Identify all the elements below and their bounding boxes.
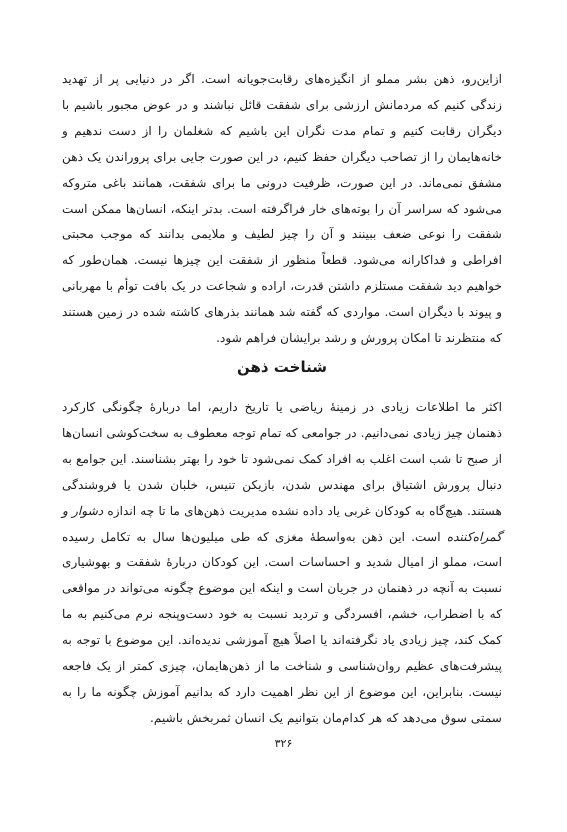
page-number: ۳۲۶ — [274, 737, 293, 750]
body-paragraph-1: ازاین‌رو، ذهن بشر مملو از انگیزه‌های رقابت‌جویانه است. اگر در دنیایی پر از تهدید زندگی کنیم که مردمانش ارزشی برای شفقت قائل نباشند و در عوض مجبور باشیم با دیگران رقابت کنیم و تمام مدت نگران این باشیم که شغلمان را از دست ندهیم و خانه‌هایمان را از تصاحب دیگران حفظ کنیم، در این صورت جایی برای پروراندن یک ذهن مشفق نمی‌ماند. در این صورت، ظرفیت درونی ما برای شفقت، همانند باغی متروکه می‌شود که سراسر آن را بوته‌های خار فراگرفته است. بدتر اینکه، انسان‌ها ممکن است شفقت را نوعی ضعف ببینند و آن را چیز لطیف و ملایمی بدانند که موجب محبتی افراطی و فداکارانه می‌شود. قطعاً منظور از شفقت این چیزها نیست. همان‌طور که خواهیم دید شفقت مستلزم داشتن قدرت، اراده و شجاعت در یک بافت توأم با مهربانی و پیوند با دیگران است. مواردی که گفته شد همانند بذرهای کاشته شده در زمین هستند که منتظرند تا امکان پرورش و رشد برایشان فراهم شود. — [62, 72, 502, 346]
section-heading: شناخت ذهن — [236, 358, 327, 376]
paragraph-2-text-after: است. این ذهن به‌واسطهٔ مغزی که طی میلیون‌ها سال به تکامل رسیده است، مملو از امیال شدید و احساسات است. این کودکان دربارهٔ شفقت و بهوشیاری نسبت به آنچه در ذهنمان در جریان است و اینکه این موضوع چگونه می‌تواند در مواقعی که با اضطراب، خشم، افسردگی و تردید نسبت به خود دست‌وپنجه نرم می‌کنیم به ما کمک کند، چیز زیادی یاد نگرفته‌اند یا اصلاً هیچ آموزشی ندیده‌اند. این موضوع با توجه به پیشرفت‌های عظیم روان‌شناسی و شناخت ما از ذهن‌هایمان، چیزی کمتر از یک فاجعه نیست. بنابراین، این موضوع از این نظر اهمیت دارد که بدانیم آموزش چگونه ما را به سمتی سوق می‌دهد که هر کدام‌مان بتوانیم یک انسان ثمربخش باشیم. — [62, 529, 502, 725]
body-paragraph-2 — [62, 395, 502, 732]
italic-phrase: دشوار و گمراه‌کننده — [62, 503, 502, 544]
paragraph-2-text-before: اکثر ما اطلاعات زیادی در زمینهٔ ریاضی یا تاریخ داریم، اما دربارهٔ چگونگی کارکرد ذهنمان چیز زیادی نمی‌دانیم. در جوامعی که تمام توجه معطوف به سخت‌کوشی انسان‌ها از صبح تا شب است اغلب به افراد کمک نمی‌شود تا خود را بهتر بشناسند. این جوامع به دنبال پرورش اشتیاق برای مهندس شدن، بازیکن تنیس، خلبان شدن یا فروشندگی هستند. هیچ‌گاه به کودکان غربی یاد داده نشده مدیریت ذهن‌های ما تا چه اندازه — [62, 400, 502, 518]
